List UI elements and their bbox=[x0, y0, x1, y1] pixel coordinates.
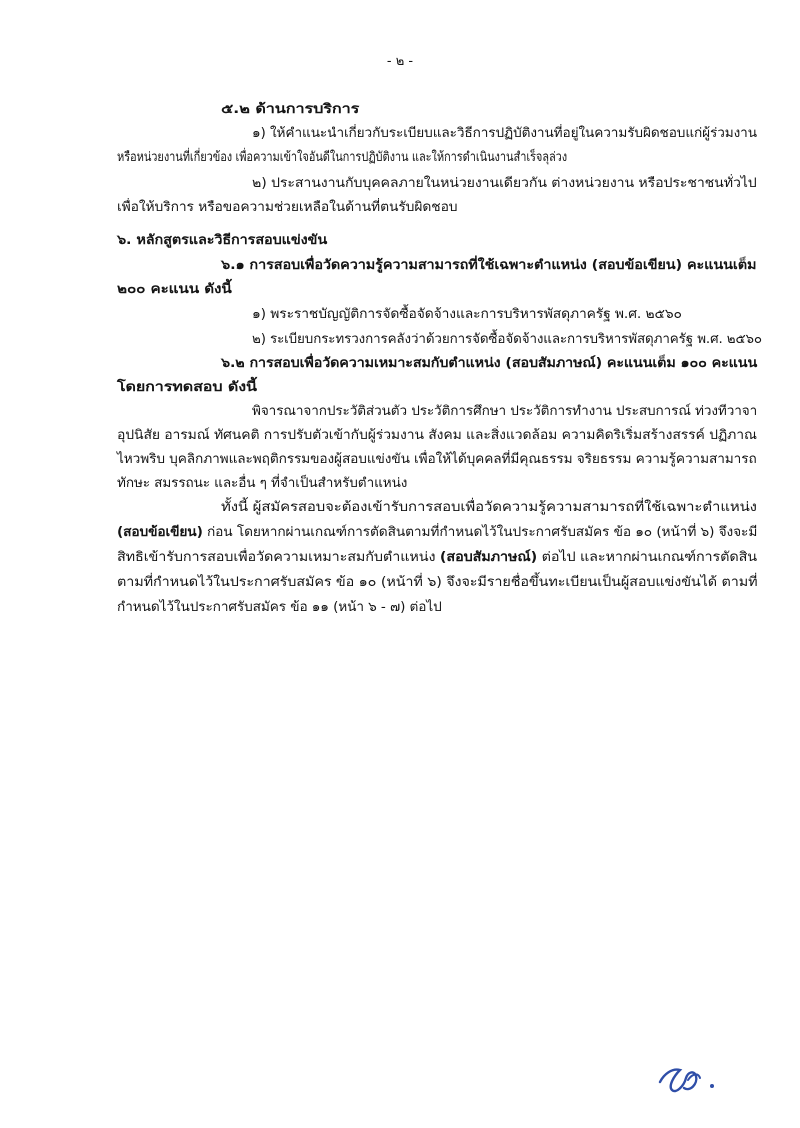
text-segment: ทั้งนี้ ผู้สมัครสอบจะต้องเข้ารับการสอบเพื่อวัดความรู้ความสามารถที่ใช้เฉพาะตำแหน่ง bbox=[221, 500, 757, 515]
paragraph-line bbox=[221, 499, 757, 517]
paragraph-line bbox=[117, 524, 757, 542]
paragraph-line bbox=[117, 549, 757, 567]
text-line: ๖.๑ การสอบเพื่อวัดความรู้ความสามารถที่ใช้เฉพาะตำแหน่ง (สอบข้อเขียน) คะแนนเต็ม bbox=[221, 258, 757, 273]
text-line: อุปนิสัย อารมณ์ ทัศนคติ การปรับตัวเข้ากับผู้ร่วมงาน สังคม และสิ่งแวดล้อม ความคิดริเริ่มสร้างสรรค์ ปฏิภาณ bbox=[117, 428, 757, 443]
page-number: - ๒ - bbox=[386, 54, 414, 69]
text-segment: ตามที่กำหนดไว้ในประกาศรับสมัคร ข้อ ๑๐ (หน้าที่ ๖) จึงจะมีรายชื่อขึ้นทะเบียนเป็นผู้สอบแข่งขันได้ ตามที่ bbox=[117, 575, 758, 590]
text-segment: ก่อน โดยหากผ่านเกณฑ์การตัดสินตามที่กำหนดไว้ในประกาศรับสมัคร ข้อ ๑๐ (หน้าที่ ๖) จึงจะมี bbox=[202, 525, 758, 540]
paragraph-line bbox=[117, 574, 757, 592]
text-line: ๖. หลักสูตรและวิธีการสอบแข่งขัน bbox=[117, 233, 328, 248]
text-segment: สิทธิเข้ารับการสอบเพื่อวัดความเหมาะสมกับตำแหน่ง bbox=[117, 550, 440, 565]
text-line: หรือหน่วยงานที่เกี่ยวข้อง เพื่อความเข้าใจอันดีในการปฏิบัติงาน และให้การดำเนินงานสำเร็จลุล่วง bbox=[117, 150, 568, 165]
text-segment: กำหนดไว้ในประกาศรับสมัคร ข้อ ๑๑ (หน้า ๖ - ๗) ต่อไป bbox=[117, 600, 442, 615]
signature-mark bbox=[650, 1052, 740, 1098]
text-line: ทักษะ สมรรถนะ และอื่น ๆ ที่จำเป็นสำหรับตำแหน่ง bbox=[117, 476, 408, 491]
text-line: ไหวพริบ บุคลิกภาพและพฤติกรรมของผู้สอบแข่งขัน เพื่อให้ได้บุคคลที่มีคุณธรรม จริยธรรม ความรู้ความสามารถ bbox=[117, 452, 757, 467]
text-line: ๑) พระราชบัญญัติการจัดซื้อจัดจ้างและการบริหารพัสดุภาครัฐ พ.ศ. ๒๕๖๐ bbox=[252, 307, 682, 322]
bold-phrase: (สอบข้อเขียน) bbox=[117, 525, 203, 540]
text-line: ๑) ให้คำแนะนำเกี่ยวกับระเบียบและวิธีการปฏิบัติงานที่อยู่ในความรับผิดชอบแก่ผู้ร่วมงาน bbox=[252, 126, 757, 141]
text-line: ๒) ระเบียบกระทรวงการคลังว่าด้วยการจัดซื้อจัดจ้างและการบริหารพัสดุภาครัฐ พ.ศ. ๒๕๖๐ bbox=[252, 332, 763, 347]
text-line: ๕.๒ ด้านการบริการ bbox=[221, 102, 360, 117]
text-line: พิจารณาจากประวัติส่วนตัว ประวัติการศึกษา ประวัติการทำงาน ประสบการณ์ ท่วงทีวาจา bbox=[252, 404, 758, 419]
text-line: เพื่อให้บริการ หรือขอความช่วยเหลือในด้านที่ตนรับผิดชอบ bbox=[117, 200, 458, 215]
text-line: ๒๐๐ คะแนน ดังนี้ bbox=[117, 282, 232, 297]
text-line: ๖.๒ การสอบเพื่อวัดความเหมาะสมกับตำแหน่ง (สอบสัมภาษณ์) คะแนนเต็ม ๑๐๐ คะแนน bbox=[221, 356, 758, 371]
text-line: ๒) ประสานงานกับบุคคลภายในหน่วยงานเดียวกัน ต่างหน่วยงาน หรือประชาชนทั่วไป bbox=[252, 176, 757, 191]
text-segment: ต่อไป และหากผ่านเกณฑ์การตัดสิน bbox=[537, 550, 758, 565]
bold-phrase: (สอบสัมภาษณ์) bbox=[439, 550, 538, 565]
text-line: โดยการทดสอบ ดังนี้ bbox=[117, 380, 257, 395]
paragraph-line bbox=[117, 599, 442, 617]
